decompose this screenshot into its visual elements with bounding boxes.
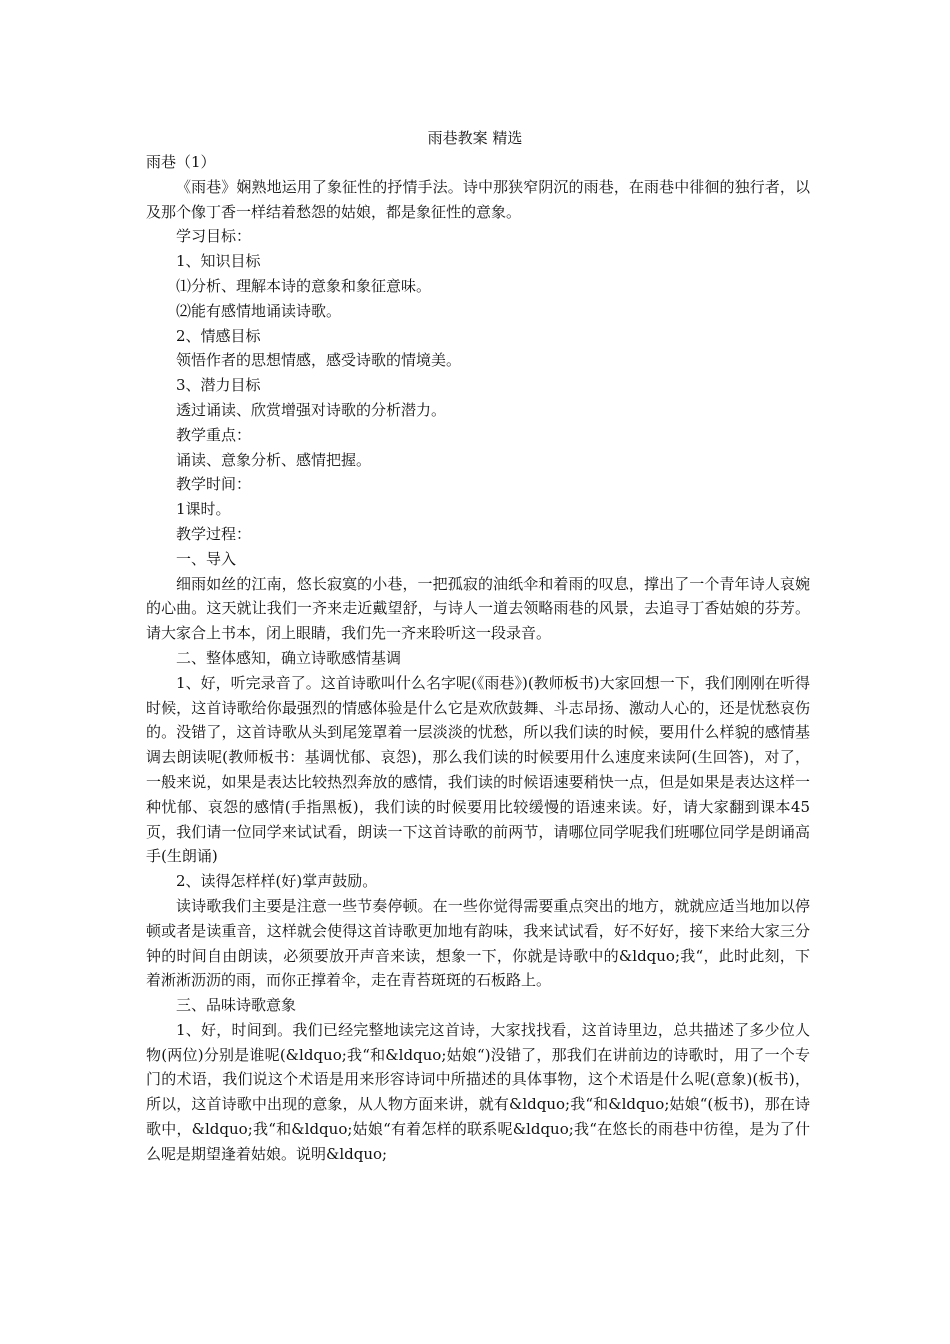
paragraph: 1、好，听完录音了。这首诗歌叫什么名字呢(《雨巷》)(教师板书)大家回想一下，我们刚刚在听得时候，这首诗歌给你最强烈的情感体验是什么它是欢欣鼓舞、斗志昂扬、激动人心的，还是忧愁哀伤的。没错了，这首诗歌从头到尾笼罩着一层淡淡的忧愁，所以我们读的时候，要用什么样貌的感情基调去朗读呢(教师板书：基调忧郁、哀怨)，那么我们读的时候要用什么速度来读阿(生回答)，对了，一般来说，如果是表达比较热烈奔放的感情，我们读的时候语速要稍快一点，但是如果是表达这样一种忧郁、哀怨的感情(手指黑板)，我们读的时候要用比较缓慢的语速来读。好，请大家翻到课本45页，我们请一位同学来试试看，朗读一下这首诗歌的前两节，请哪位同学呢我们班哪位同学是朗诵高手(生朗诵) — [146, 673, 810, 866]
document-title: 雨巷教案 精选 — [427, 129, 523, 147]
paragraph: 三、品味诗歌意象 — [176, 996, 297, 1015]
paragraph: 3、潜力目标 — [176, 376, 261, 395]
paragraph: 二、整体感知，确立诗歌感情基调 — [176, 648, 402, 667]
paragraph: 教学过程： — [176, 524, 252, 543]
paragraph: 《雨巷》娴熟地运用了象征性的抒情手法。诗中那狭窄阴沉的雨巷，在雨巷中徘徊的独行者，以及那个像丁香一样结着愁怨的姑娘，都是象征性的意象。 — [146, 177, 810, 221]
paragraph: 1、知识目标 — [176, 252, 261, 271]
section-heading: 雨巷（1） — [146, 153, 216, 171]
paragraph: ⑵能有感情地诵读诗歌。 — [176, 301, 342, 320]
paragraph: 2、读得怎样样(好)掌声鼓励。 — [176, 872, 378, 891]
paragraph: 1、好，时间到。我们已经完整地读完这首诗，大家找找看，这首诗里边，总共描述了多少位人物(两位)分别是谁呢(&ldquo;我“和&ldquo;姑娘“)没错了，那我们在讲前边的诗歌时，用了一个专门的术语，我们说这个术语是用来形容诗词中所描述的具体事物，这个术语是什么呢(意象)(板书)，所以，这首诗歌中出现的意象，从人物方面来讲，就有&ldquo;我“和&ldquo;姑娘“(板书)，那在诗歌中，&ldquo;我“和&ldquo;姑娘“有着怎样的联系呢&ldquo;我“在悠长的雨巷中彷徨，是为了什么呢是期望逢着姑娘。说明&ldquo; — [146, 1020, 810, 1163]
paragraph: 透过诵读、欣赏增强对诗歌的分析潜力。 — [176, 400, 447, 419]
paragraph: 诵读、意象分析、感情把握。 — [176, 450, 372, 469]
paragraph: 领悟作者的思想情感，感受诗歌的情境美。 — [176, 351, 462, 370]
paragraph: 2、情感目标 — [176, 326, 261, 345]
paragraph: 读诗歌我们主要是注意一些节奏停顿。在一些你觉得需要重点突出的地方，就就应适当地加以停顿或者是读重音，这样就会使得这首诗歌更加地有韵味，我来试试看，好不好好，接下来给大家三分钟的时间自由朗读，必须要放开声音来读，想象一下，你就是诗歌中的&ldquo;我“，此时此刻，下着淅淅沥沥的雨，而你正撑着伞，走在青苔斑斑的石板路上。 — [146, 896, 810, 990]
paragraph: 1课时。 — [176, 500, 231, 519]
paragraph: 细雨如丝的江南，悠长寂寞的小巷，一把孤寂的油纸伞和着雨的叹息，撑出了一个青年诗人哀婉的心曲。这天就让我们一齐来走近戴望舒，与诗人一道去领略雨巷的风景，去追寻丁香姑娘的芬芳。请大家合上书本，闭上眼睛，我们先一齐来聆听这一段录音。 — [146, 574, 810, 643]
paragraph: ⑴分析、理解本诗的意象和象征意味。 — [176, 276, 432, 295]
document-body — [146, 150, 810, 1167]
paragraph: 一、导入 — [176, 549, 237, 568]
paragraph: 学习目标： — [176, 227, 252, 246]
paragraph: 教学时间： — [176, 475, 252, 494]
paragraph: 教学重点： — [176, 425, 252, 444]
